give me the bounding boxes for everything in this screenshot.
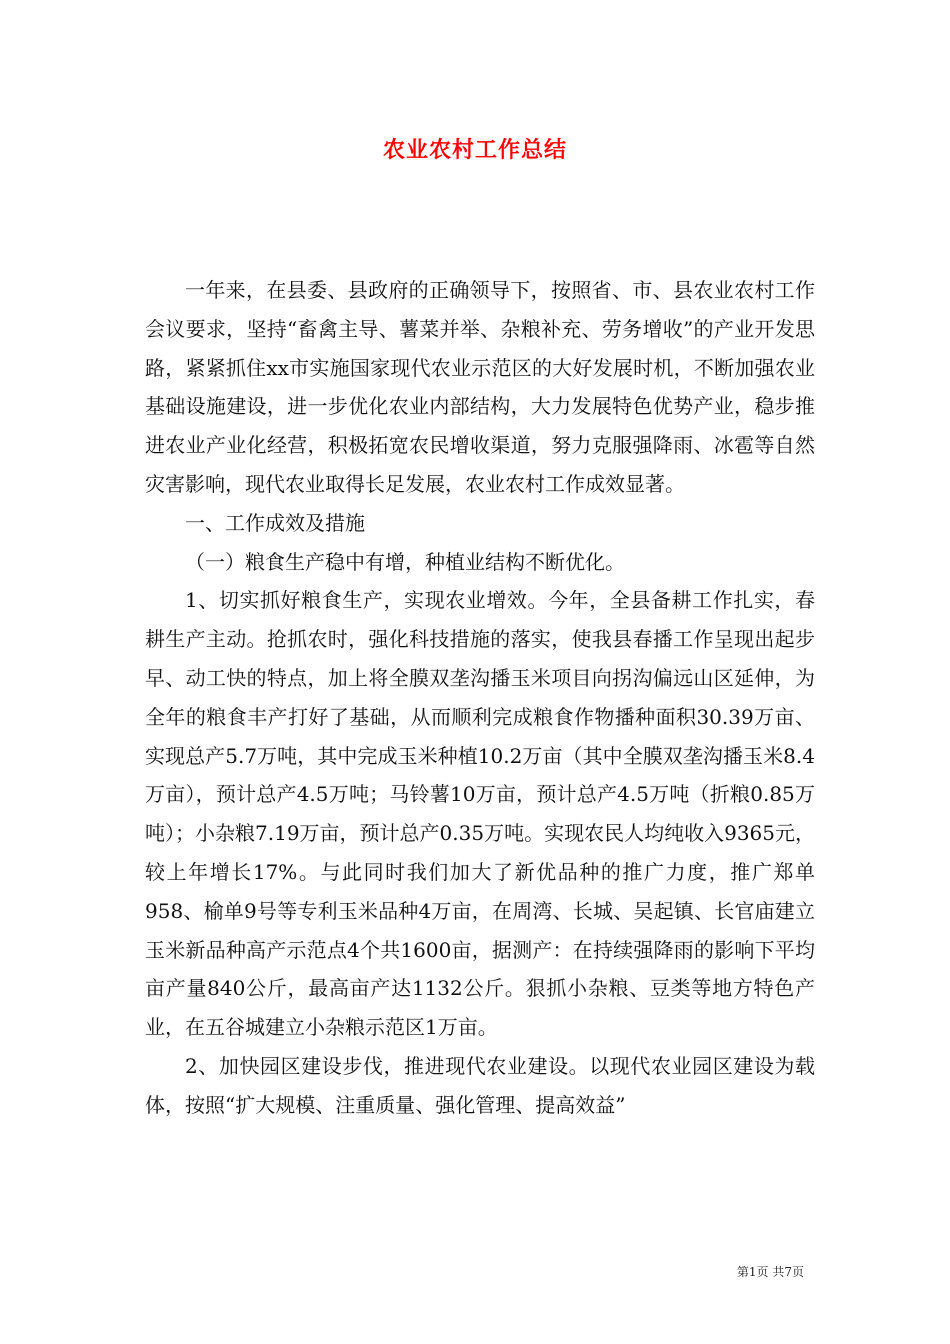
page-number: 第1页 共7页 [736, 1265, 804, 1279]
paragraph-park-construction: 2、加快园区建设步伐，推进现代农业建设。以现代农业园区建设为载体，按照“扩大规模、注重质量、强化管理、提高效益” [145, 1053, 815, 1117]
subsection-heading: （一）粮食生产稳中有增，种植业结构不断优化。 [185, 549, 625, 574]
document-body [145, 271, 815, 1125]
section-heading: 一、工作成效及措施 [185, 510, 365, 535]
paragraph-intro: 一年来，在县委、县政府的正确领导下，按照省、市、县农业农村工作会议要求，坚持“畜禽主导、薯菜并举、杂粮补充、劳务增收”的产业开发思路，紧紧抓住xx市实施国家现代农业示范区的大好发展时机，不断加强农业基础设施建设，进一步优化农业内部结构，大力发展特色优势产业，稳步推进农业产业化经营，积极拓宽农民增收渠道，努力克服强降雨、冰雹等自然灾害影响，现代农业取得长足发展，农业农村工作成效显著。 [145, 278, 815, 496]
paragraph-grain-production: 1、切实抓好粮食生产，实现农业增效。今年，全县备耕工作扎实，春耕生产主动。抢抓农时，强化科技措施的落实，使我县春播工作呈现出起步早、动工快的特点，加上将全膜双垄沟播玉米项目向拐沟偏远山区延伸，为全年的粮食丰产打好了基础，从而顺利完成粮食作物播种面积30.39万亩、实现总产5.7万吨，其中完成玉米种植10.2万亩（其中全膜双垄沟播玉米8.4万亩），预计总产4.5万吨；马铃薯10万亩，预计总产4.5万吨（折粮0.85万吨）；小杂粮7.19万亩，预计总产0.35万吨。实现农民人均纯收入9365元，较上年增长17%。与此同时我们加大了新优品种的推广力度，推广郑单958、榆单9号等专利玉米品种4万亩，在周湾、长城、吴起镇、长官庙建立玉米新品种高产示范点4个共1600亩，据测产：在持续强降雨的影响下平均亩产量840公斤，最高亩产达1132公斤。狠抓小杂粮、豆类等地方特色产业，在五谷城建立小杂粮示范区1万亩。 [145, 588, 815, 1040]
document-title: 农业农村工作总结 [382, 137, 567, 163]
